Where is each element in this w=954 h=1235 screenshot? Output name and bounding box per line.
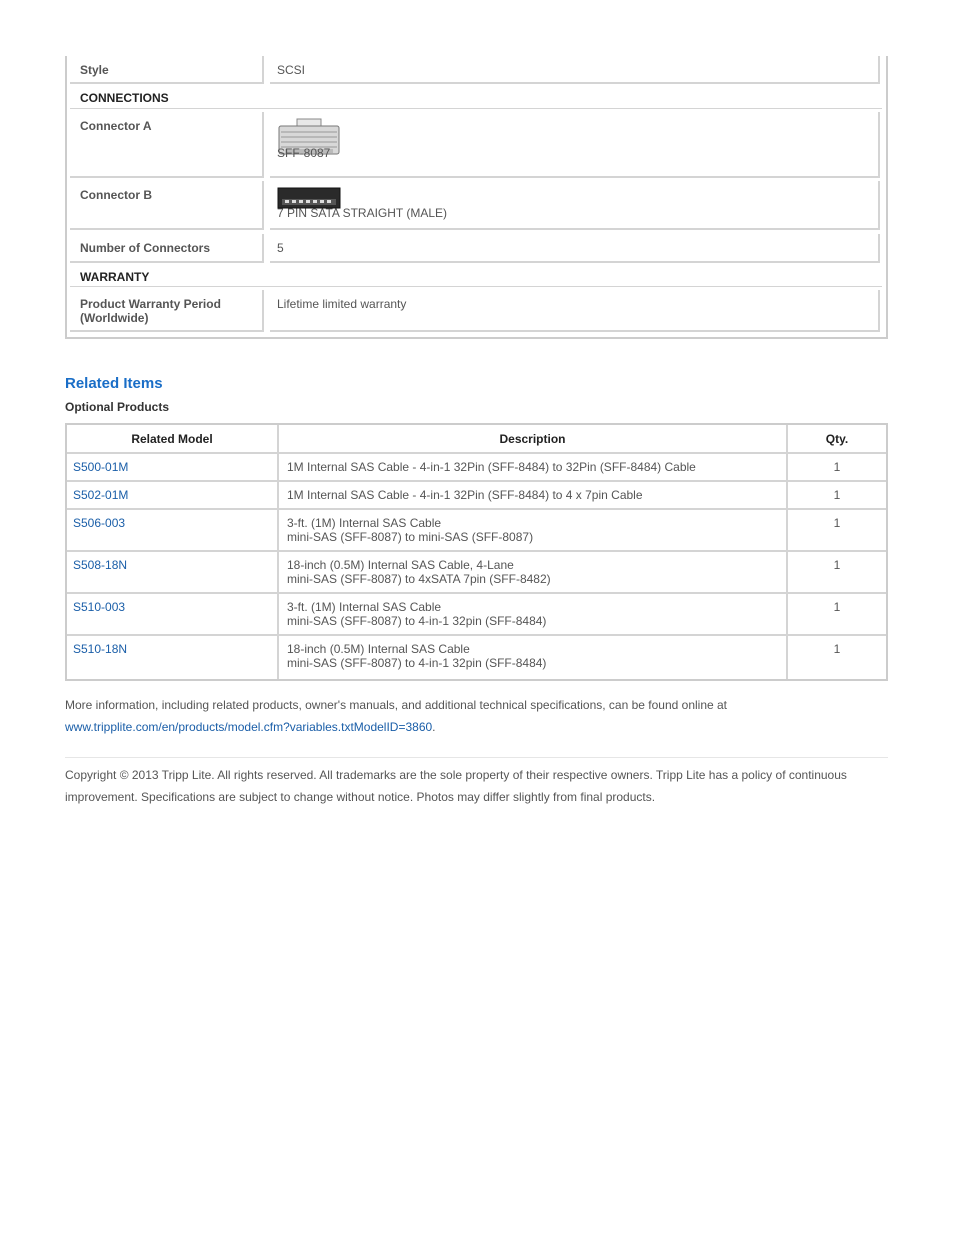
table-row-qty: 1 bbox=[788, 454, 886, 482]
spec-value-connector-a bbox=[270, 112, 880, 178]
spec-label-warranty bbox=[70, 290, 264, 332]
product-page-link[interactable]: www.tripplite.com/en/products/model.cfm?variables.txtModelID=3860 bbox=[65, 720, 433, 734]
related-model-link[interactable]: S510-003 bbox=[73, 600, 126, 614]
column-header-description: Description bbox=[279, 425, 788, 454]
description-line-1: 1M Internal SAS Cable - 4-in-1 32Pin (SFF-8484) to 4 x 7pin Cable bbox=[287, 488, 643, 502]
more-information-tail: . bbox=[432, 720, 436, 734]
table-row-model bbox=[67, 636, 279, 679]
table-row-model bbox=[67, 552, 279, 594]
table-row-description bbox=[279, 552, 788, 594]
copyright-notice: Copyright © 2013 Tripp Lite. All rights reserved. All trademarks are the sole property of their respective owners. Tripp Lite has a policy of continuous improvement. Specifications are subject to change without notice. Photos may differ slightly from final products. bbox=[65, 768, 847, 804]
related-products-table bbox=[65, 423, 888, 681]
more-information-text bbox=[65, 694, 895, 738]
spec-row-connector-b bbox=[70, 181, 883, 230]
table-row-model bbox=[67, 482, 279, 510]
more-information-sentence: More information, including related products, owner's manuals, and additional technical specifications, can be found online at bbox=[65, 698, 728, 712]
spec-label: Style bbox=[70, 56, 264, 84]
specifications-table bbox=[65, 56, 888, 339]
table-row-qty: 1 bbox=[788, 552, 886, 594]
spec-value: 5 bbox=[270, 234, 880, 263]
spec-label: Connector A bbox=[70, 112, 264, 178]
spec-row-number-of-connectors bbox=[70, 234, 883, 263]
table-row-qty: 1 bbox=[788, 594, 886, 636]
related-model-link[interactable]: S508-18N bbox=[73, 558, 128, 572]
table-row-qty: 1 bbox=[833, 642, 841, 656]
column-header-qty: Qty. bbox=[788, 425, 886, 454]
spec-value-connector-b bbox=[270, 181, 880, 230]
description-line-1: 1M Internal SAS Cable - 4-in-1 32Pin (SFF-8484) to 32Pin (SFF-8484) Cable bbox=[287, 460, 696, 474]
spec-row-connector-a bbox=[70, 112, 883, 178]
section-heading-warranty: WARRANTY bbox=[70, 263, 882, 287]
spec-value: Lifetime limited warranty bbox=[270, 290, 880, 332]
related-model-link[interactable]: S500-01M bbox=[73, 460, 129, 474]
table-row-model bbox=[67, 454, 279, 482]
table-row-model bbox=[67, 594, 279, 636]
related-items-heading: Related Items bbox=[65, 375, 163, 392]
table-row-description bbox=[279, 510, 788, 552]
description-line-2: mini-SAS (SFF-8087) to mini-SAS (SFF-8087) bbox=[287, 530, 534, 544]
description-line-2: mini-SAS (SFF-8087) to 4-in-1 32pin (SFF-8484) bbox=[287, 656, 547, 670]
description-line-1: 18-inch (0.5M) Internal SAS Cable bbox=[287, 642, 470, 656]
description-line-2: mini-SAS (SFF-8087) to 4-in-1 32pin (SFF-8484) bbox=[287, 614, 547, 628]
description-line-1: 3-ft. (1M) Internal SAS Cable bbox=[287, 516, 442, 530]
warranty-label-line-2: (Worldwide) bbox=[80, 311, 149, 325]
column-header-related-model: Related Model bbox=[67, 425, 279, 454]
spec-row-warranty bbox=[70, 290, 883, 332]
table-row-description bbox=[279, 454, 788, 482]
spec-label: Connector B bbox=[70, 181, 264, 230]
spec-row-style bbox=[70, 56, 883, 84]
table-row-description bbox=[279, 594, 788, 636]
description-line-1: 3-ft. (1M) Internal SAS Cable bbox=[287, 600, 442, 614]
spec-label: Number of Connectors bbox=[70, 234, 264, 263]
related-model-link[interactable]: S506-003 bbox=[73, 516, 126, 530]
description-line-2: mini-SAS (SFF-8087) to 4xSATA 7pin (SFF-8482) bbox=[287, 572, 551, 586]
connector-a-name: SFF-8087 bbox=[277, 146, 331, 160]
section-heading-connections: CONNECTIONS bbox=[70, 84, 882, 109]
footer-divider bbox=[65, 757, 888, 758]
optional-products-heading: Optional Products bbox=[65, 400, 170, 414]
related-model-link[interactable]: S502-01M bbox=[73, 488, 129, 502]
table-row-qty: 1 bbox=[788, 510, 886, 552]
related-model-link[interactable]: S510-18N bbox=[73, 642, 128, 656]
table-row-model bbox=[67, 510, 279, 552]
warranty-label-line-1: Product Warranty Period bbox=[80, 297, 221, 311]
table-row-description bbox=[279, 482, 788, 510]
connector-b-name: 7 PIN SATA STRAIGHT (MALE) bbox=[277, 206, 448, 220]
description-line-1: 18-inch (0.5M) Internal SAS Cable, 4-Lane bbox=[287, 558, 514, 572]
spec-value: SCSI bbox=[270, 56, 880, 84]
table-row-description bbox=[279, 636, 788, 679]
table-row-qty: 1 bbox=[788, 482, 886, 510]
